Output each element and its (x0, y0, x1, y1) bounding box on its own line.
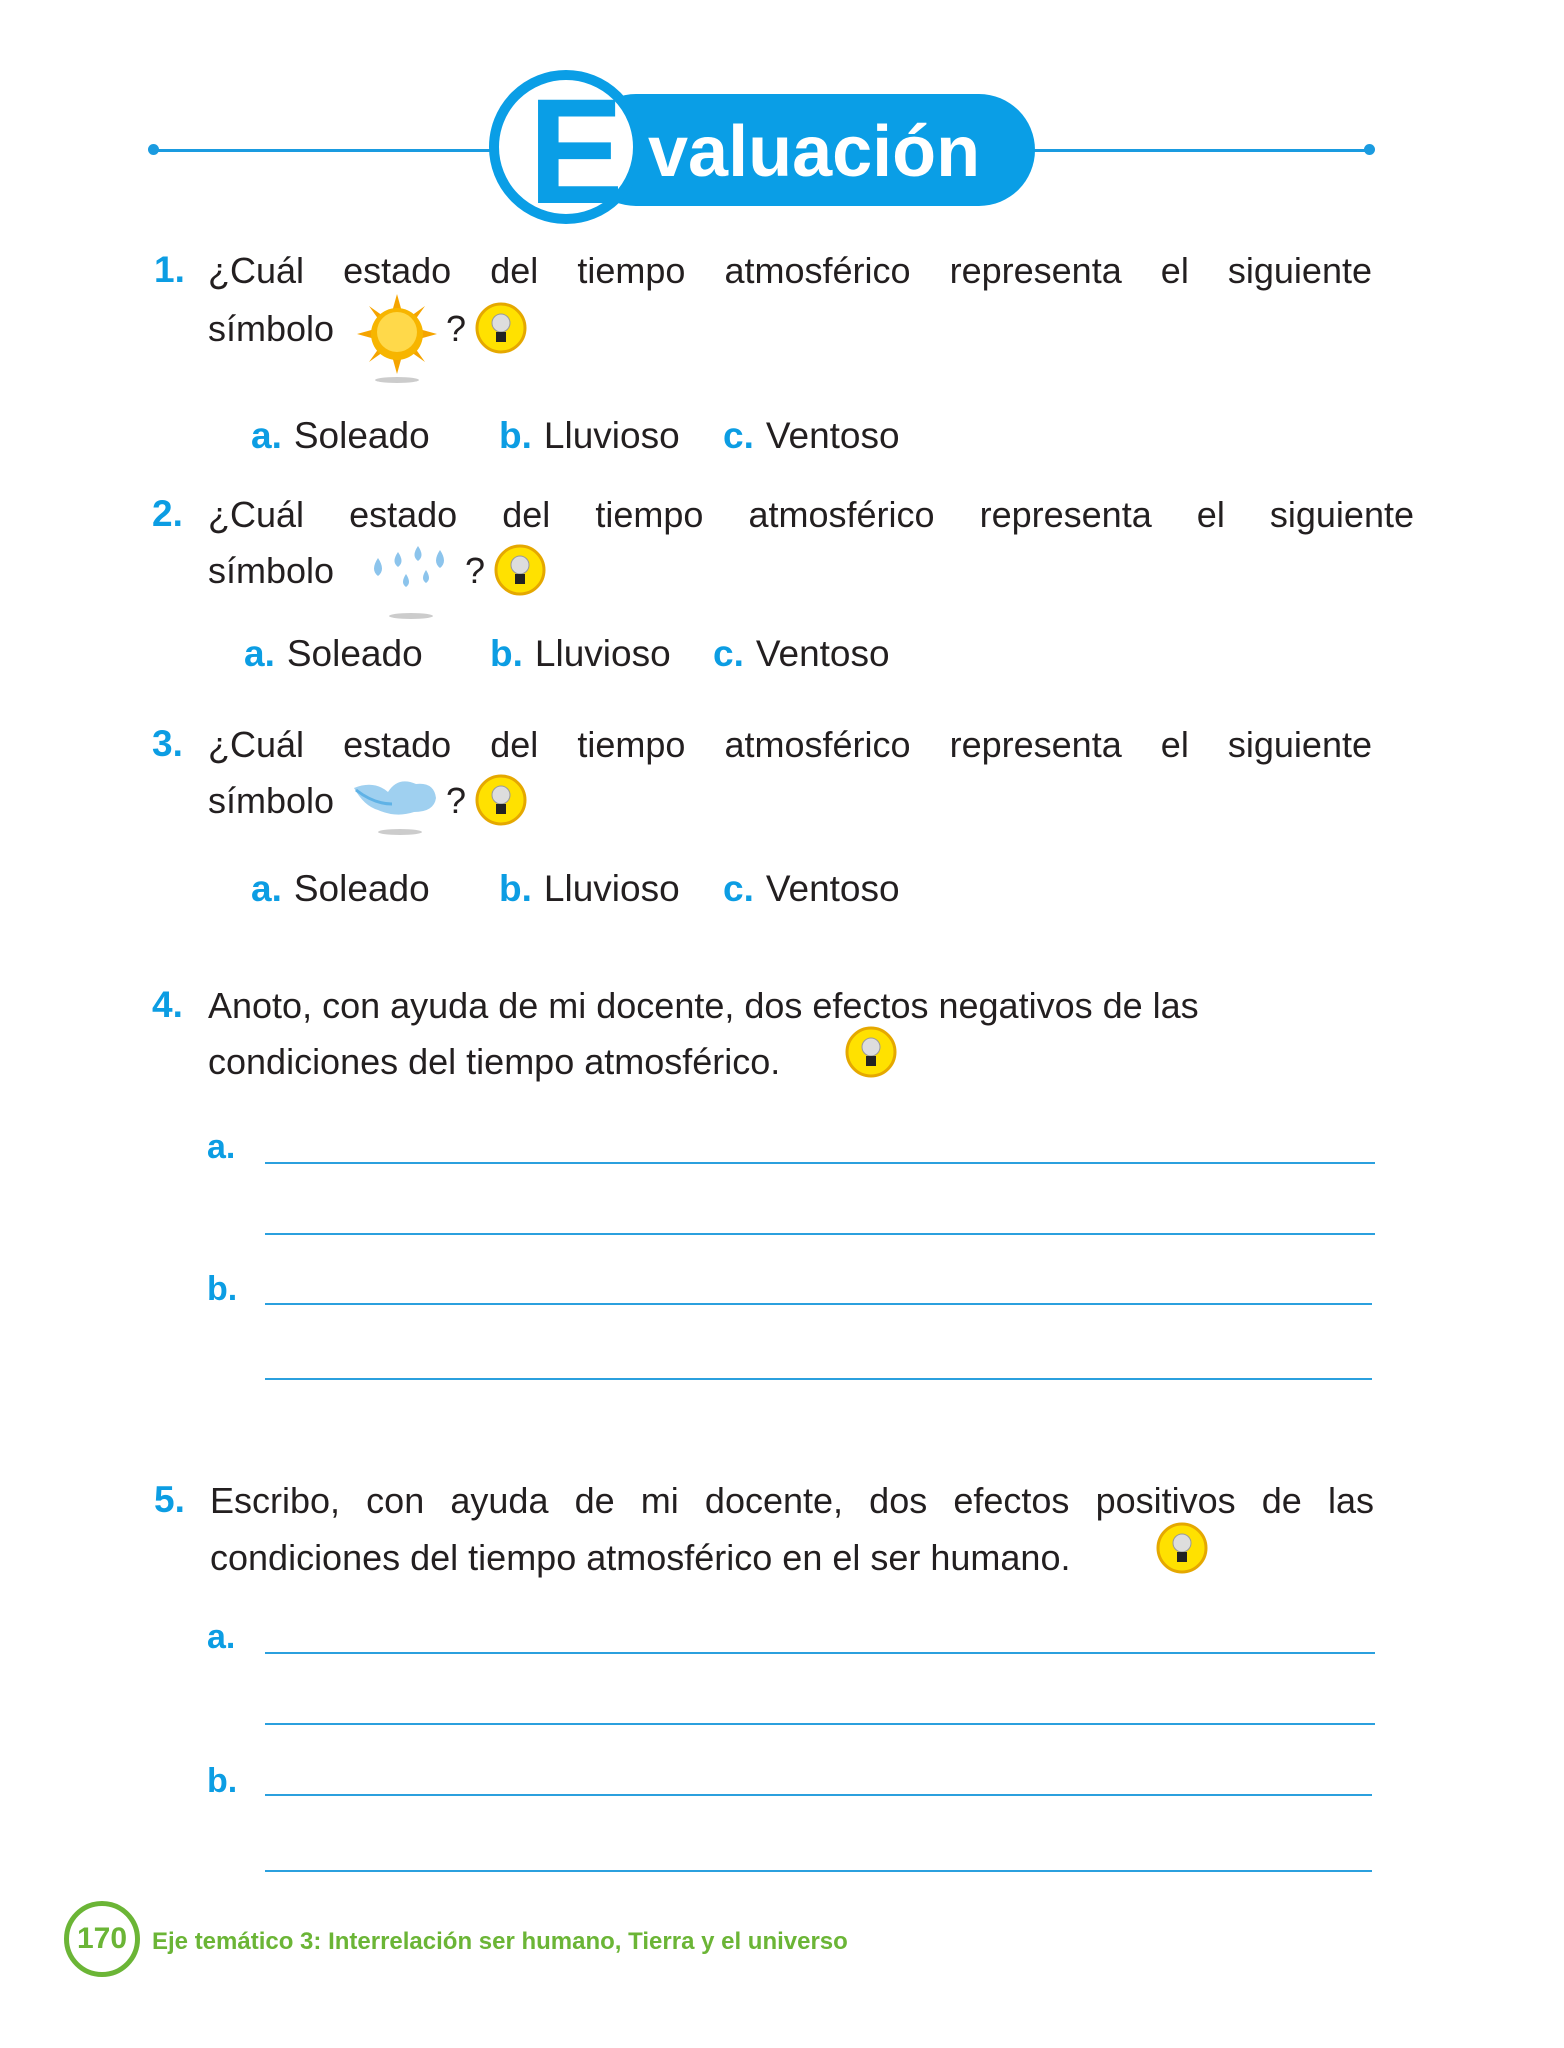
question-4-text-2: condiciones del tiempo atmosférico. (208, 1041, 781, 1082)
option-letter: a. (244, 633, 275, 674)
question-1-text-2: símbolo (208, 308, 335, 349)
question-5-text: Escribo, con ayuda de mi docente, dos efectos positivos de las (210, 1480, 1374, 1521)
header-rule-dot (148, 144, 159, 155)
question-5-number: 5. (154, 1479, 185, 1520)
answer-line[interactable] (265, 1723, 1375, 1725)
lightbulb-icon (475, 302, 527, 354)
option-a[interactable] (251, 868, 430, 910)
option-text: Soleado (293, 415, 430, 456)
rain-drops-icon (366, 540, 456, 622)
option-a[interactable] (244, 633, 423, 675)
option-letter: c. (723, 868, 754, 909)
answer-b-label: b. (207, 1270, 238, 1308)
option-b[interactable] (499, 868, 680, 910)
answer-a-label: a. (207, 1128, 236, 1166)
option-letter: c. (723, 415, 754, 456)
question-3-number: 3. (152, 723, 183, 764)
wind-icon (350, 772, 442, 838)
question-2-text-2: símbolo (208, 550, 335, 591)
option-letter: b. (499, 868, 532, 909)
header-rule-left (154, 149, 494, 152)
answer-line[interactable] (265, 1378, 1372, 1380)
lightbulb-icon (494, 544, 546, 596)
option-b[interactable] (499, 415, 680, 457)
answer-line[interactable] (265, 1162, 1375, 1164)
question-mark: ? (446, 308, 467, 349)
answer-b-label: b. (207, 1762, 238, 1800)
answer-a-label: a. (207, 1618, 236, 1656)
question-1-number: 1. (154, 249, 185, 290)
question-mark: ? (465, 550, 486, 591)
option-c[interactable] (723, 868, 900, 910)
question-2-number: 2. (152, 493, 183, 534)
option-text: Soleado (286, 633, 423, 674)
lightbulb-icon (1156, 1522, 1208, 1574)
option-letter: b. (490, 633, 523, 674)
option-text: Ventoso (765, 415, 900, 456)
option-c[interactable] (713, 633, 890, 675)
option-a[interactable] (251, 415, 430, 457)
question-3-text: ¿Cuál estado del tiempo atmosférico representa el siguiente (208, 724, 1372, 765)
sun-icon (355, 292, 439, 388)
question-mark: ? (446, 780, 467, 821)
question-4-text: Anoto, con ayuda de mi docente, dos efectos negativos de las (208, 985, 1199, 1026)
answer-line[interactable] (265, 1652, 1375, 1654)
question-3-text-2: símbolo (208, 780, 335, 821)
lightbulb-icon (475, 774, 527, 826)
page-number-circle (64, 1901, 140, 1977)
lightbulb-icon (845, 1026, 897, 1078)
question-2-text: ¿Cuál estado del tiempo atmosférico representa el siguiente (208, 494, 1414, 535)
answer-line[interactable] (265, 1794, 1372, 1796)
option-letter: a. (251, 868, 282, 909)
header-rule-right (1030, 149, 1370, 152)
option-text: Lluvioso (543, 415, 680, 456)
header-rule-dot (1364, 144, 1375, 155)
option-text: Soleado (293, 868, 430, 909)
answer-line[interactable] (265, 1870, 1372, 1872)
question-5-text-2: condiciones del tiempo atmosférico en el ser humano. (210, 1537, 1071, 1578)
option-text: Ventoso (755, 633, 890, 674)
page-title: valuación (648, 112, 981, 192)
option-b[interactable] (490, 633, 671, 675)
question-4-number: 4. (152, 984, 183, 1025)
question-1-text: ¿Cuál estado del tiempo atmosférico representa el siguiente (208, 250, 1372, 291)
option-letter: b. (499, 415, 532, 456)
option-letter: c. (713, 633, 744, 674)
option-text: Lluvioso (534, 633, 671, 674)
option-c[interactable] (723, 415, 900, 457)
answer-line[interactable] (265, 1303, 1372, 1305)
footer-section-title: Eje temático 3: Interrelación ser humano, Tierra y el universo (152, 1928, 848, 1955)
page-number: 170 (76, 1922, 128, 1955)
option-text: Lluvioso (543, 868, 680, 909)
answer-line[interactable] (265, 1233, 1375, 1235)
option-text: Ventoso (765, 868, 900, 909)
option-letter: a. (251, 415, 282, 456)
title-initial: E (528, 67, 624, 235)
